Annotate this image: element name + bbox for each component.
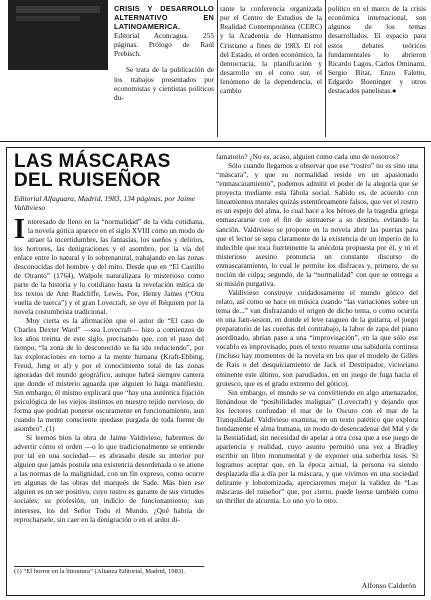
notice-text-col3: político en el marco de la crisis económica internacional, son algunos de los temas desarrollados. El espacio para estos debates teóricos fundamentales lo abrieron Ricardo Lagos, Carlos Ominami, Sergio Bitar, Enzo Faletto, Edgardo Boeninger y otros destacados panelistas.● — [328, 4, 426, 96]
review-paragraph: Sólo cuando llegamos a observar que ese “rostro” no es sino una “máscara”, y que su normalidad reside en un apasionado “enmascaramiento”, podemos admitir el poder de la alegoría que se proyecta mediante esta fábula social. Sabido es, de acuerdo con lineamientos morales quizás estentóreamente falsos, que ver el rostro es un espejo del alma, lo cual hace a los héroes de la tragedia griega enmascararse con el fin de sustraerse a su destino, evitando la sanción. Valdivieso se propone en la novela abrir las puertas para que el lector se sepa claramente de la existencia de un imperio de lo indecible que toca fuertemente la anécdota propuesta por él, y ni el misterioso asesino pronuncia un constante discurso de enmascaramiento, lo cual le permite los disfraces y, primero, de su noción de culpa; segundo, de la “normalidad” con que se entrega a su misión purgativa. — [216, 161, 418, 288]
review-author: Alfonso Calderón — [361, 581, 416, 590]
book-title: CRISIS Y DESARROLLO ALTERNATIVO EN LATINOAMERICA. — [114, 4, 214, 31]
review-title: LAS MÁSCARAS DEL RUISEÑOR — [14, 151, 171, 191]
review-paragraph: Si leemos bien la obra de Jaime Valdivieso, habremos de advertir cómo el orden —o lo que tradicionalmente se entiende por tal en una sociedad— es abrasado desde su interior por alguien que jamás postula una existencia desordenada o se atiene a las normas de la malignidad, con un fin expreso, como ocurre en algunas de las obras del marqués de Sade. Más bien ese alguien es un ser positivo, cuyo rostro es garante de sus virtudes sociales; su profesión, un indicio de funcionamiento; sus intereses, los del Señor Todo el Mundo. ¿Qué habría de reprocharsele, sin caer en la denigración o en el ardor di- — [14, 433, 204, 524]
notice-text-col1: Se trata de la publicación de los trabajos presentados por economistas y cientistas políticos du- — [114, 65, 214, 102]
book-notice-section — [0, 0, 431, 142]
column-divider — [325, 0, 326, 137]
book-cover-image — [8, 0, 108, 70]
notice-column-2 — [220, 4, 322, 96]
review-right-column — [216, 152, 418, 574]
review-left-column — [14, 217, 204, 565]
column-divider — [217, 0, 218, 137]
book-publication-info: Editorial Aconcagua. 255 páginas. Prólogo de Raúl Prebisch. — [114, 31, 214, 59]
drop-cap: I — [14, 217, 25, 245]
notice-text-col2: rante la conferencia organizada por el Centro de Estudios de la Realidad Contemporánea (CERC) y la Academia de Humanismo Cristiano a fines de 1983. El rol del Estado, el orden económico, la democracia, la planificación y desarrollo en el cono sur, el fenómeno de la dependencia, el cambio — [220, 4, 322, 96]
end-mark: ● — [392, 86, 397, 96]
notice-column-3 — [328, 4, 426, 96]
review-paragraph: Valdivieso construye cuidadosamente el mundo gótico del relato, así como se hace en música cuando “las variaciones sobre un tema de...” van disfrazando el origen de dicho tema, o como ocurría en una Jam-sesion, en donde el leve rasgueo de la guitarra, el juego preparatorio de las cuerdas del contrabajo, la labor de zapa del piano asordinado, abrían paso a una “improvisación”, en la que sólo ese vocablo es improvisado, pues el texto resume una sabiduría continua (incluso hay momentos de la novela en los que el modelo de Gilles de Rais o del desquiciamiento de Jack el Destripador, victoriano eminente este último, son parodiados, en un juego de fuga hacia el grotesco, que es el grado extremo del gótico). — [216, 287, 418, 388]
review-paragraph: Interesado de lleno en la “normalidad” de la vida cotidiana, la novela gótica aparece en el siglo XVIII como un modo de atraer la incertidumbre, las fantasías, los sueños y delirios, los horrores, las denigraciones y el asombro, por la vía del enlace entre lo natural y lo sobrenatural, trabajando en las zonas desconocidas del hombre y del mito. Desde que en “El Castillo de Otranto” (1764), Walpole naturalizara lo misterioso como parte de la historia y lo cotidiano hasta la revelación mítica de los textos de Ann Radcliffe, Lewis, Poe, Henry James (“Otra vuelta de tuerca”) y el gran Lovecraft, se oye el Réquiem por la novela costumbrista tradicional. — [14, 217, 204, 317]
cover-subtitle-band — [16, 16, 80, 21]
footnote-rule — [14, 566, 204, 567]
review-paragraph: Sin embargo, el mundo se va convirtiendo en algo amenazador, llenándose de “posibilidades malignas” (Lovecraft) y dejando que los lectores confundan el mar de lo Oscuro con el mar de la Tranquilidad. Valdivieso examina, en un texto patético que explora hondamente el alma humana, un modo de desencadenar del Mal y de la Bestialidad, sin necesidad de apelar a otra cosa que a ese juego de apariencia y realidad, cuyo asunto permitió una vez a Bradley escribir un libro monumental y de exponer una soberbia tesis. Si logramos aceptar que, en la época actual, la persona va siendo desplazada día a día por la máscara, y que vivimos en una sociedad delirante y lobotomizada, apreciaremos mejor la validez de “Las máscaras del ruiseñor” que, por cierto, puede leerse también como un thriller de alcurnia. Lo uno y/o lo otro. — [216, 387, 418, 506]
notice-column-1 — [114, 4, 214, 102]
cover-title-band — [16, 6, 100, 13]
review-publication-info: Editorial Alfaguara, Madrid, 1983, 134 páginas, por Jaime Valdivieso — [14, 194, 196, 213]
review-paragraph: Muy cierta es la afirmación que el autor de “El caso de Charles Dexter Ward” —sea Lovecraft— hizo a comienzos de los años treinta de este siglo, precisando que, con el paso del tiempo, “la zona de lo desconocido se ha ido reduciendo”, por las exploraciones en torno a la mente humana (Kraft-Ebbing, Freud, Jung et al) y por el conocimiento total de las zonas ignoradas del mundo geográfico, aunque habrá siempre cantera que donde el misterio aguarda que alguien lo haga manifiesto. Sin embargo, él mismo explicará que “hay una auténtica fijación psicológica de los viejos instintos en nuestro tejido nervioso, de forma que podrían ponerse oscuramente en funcionamiento, aun cuando la mente consciente quedase purgada de toda fuente de asombro”. (1) — [14, 316, 204, 434]
review-paragraph: famatorio? ¿No es, acaso, alguien como cada uno de nosotros? — [216, 152, 399, 161]
footnote: (1) “El horror en la literatura” (Alianza Editorial, Madrid, 1983). — [14, 568, 186, 575]
